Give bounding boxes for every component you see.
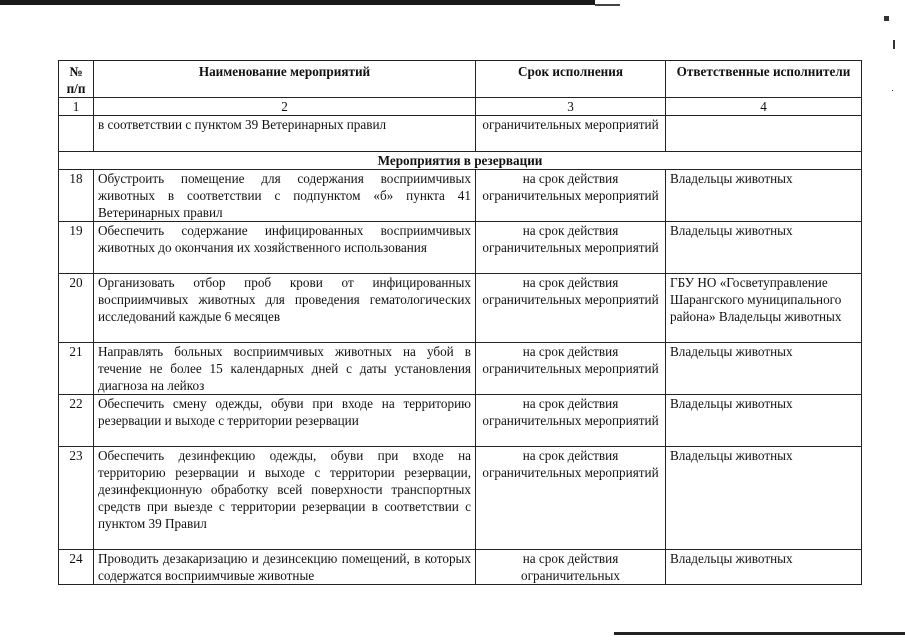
cell-name: Обеспечить смену одежды, обуви при входе на территорию резервации и выходе с территории резервации xyxy=(94,395,476,447)
cell-term: ограничительных мероприятий xyxy=(476,116,666,152)
scan-speck xyxy=(893,40,895,49)
cell-num: 18 xyxy=(59,170,94,222)
table-row xyxy=(59,274,862,343)
header-name: Наименование мероприятий xyxy=(94,61,476,98)
column-index-cell: 1 xyxy=(59,98,94,116)
cell-name: Обустроить помещение для содержания восприимчивых животных в соответствии с подпунктом «б» пункта 41 Ветеринарных правил xyxy=(94,170,476,222)
cell-responsible: Владельцы животных xyxy=(666,343,862,395)
cell-name: в соответствии с пунктом 39 Ветеринарных правил xyxy=(94,116,476,152)
cell-num xyxy=(59,116,94,152)
table-row xyxy=(59,170,862,222)
cell-responsible: Владельцы животных xyxy=(666,395,862,447)
cell-term: на срок действия ограничительных мероприятий xyxy=(476,274,666,343)
scan-speck xyxy=(892,90,893,91)
cell-term: на срок действия ограничительных мероприятий xyxy=(476,170,666,222)
cell-term: на срок действия ограничительных xyxy=(476,550,666,585)
scan-edge-top-tail xyxy=(595,4,620,6)
cell-name: Обеспечить дезинфекцию одежды, обуви при входе на территорию резервации и выходе с территории резервации, дезинфекционную обработку всей поверхности транспортных средств при выезде с территории резервации в соответствии с пунктом 39 Правил xyxy=(94,447,476,550)
cell-num: 24 xyxy=(59,550,94,585)
cell-responsible: Владельцы животных xyxy=(666,550,862,585)
cell-responsible: Владельцы животных xyxy=(666,170,862,222)
cell-term: на срок действия ограничительных мероприятий xyxy=(476,222,666,274)
cell-term: на срок действия ограничительных мероприятий xyxy=(476,395,666,447)
header-responsible: Ответственные исполнители xyxy=(666,61,862,98)
cell-name: Обеспечить содержание инфицированных восприимчивых животных до окончания их хозяйственного использования xyxy=(94,222,476,274)
cell-name: Организовать отбор проб крови от инфицированных восприимчивых животных для проведения гематологических исследований каждые 6 месяцев xyxy=(94,274,476,343)
cell-responsible xyxy=(666,116,862,152)
cell-name: Проводить дезакаризацию и дезинсекцию помещений, в которых содержатся восприимчивые животные xyxy=(94,550,476,585)
header-row xyxy=(59,61,862,98)
cell-responsible: Владельцы животных xyxy=(666,447,862,550)
column-index-cell: 3 xyxy=(476,98,666,116)
scan-speck xyxy=(884,16,889,21)
table-row xyxy=(59,222,862,274)
cell-responsible: ГБУ НО «Госветуправление Шарангского муниципального района» Владельцы животных xyxy=(666,274,862,343)
scan-edge-top xyxy=(0,0,595,5)
cell-term: на срок действия ограничительных мероприятий xyxy=(476,343,666,395)
column-index-cell: 4 xyxy=(666,98,862,116)
section-title: Мероприятия в резервации xyxy=(59,152,862,170)
table-row xyxy=(59,447,862,550)
cell-responsible: Владельцы животных xyxy=(666,222,862,274)
column-index-cell: 2 xyxy=(94,98,476,116)
header-term: Срок исполнения xyxy=(476,61,666,98)
measures-table xyxy=(58,60,862,585)
cell-name: Направлять больных восприимчивых животных на убой в течение не более 15 календарных дней с даты установления диагноза на лейкоз xyxy=(94,343,476,395)
cell-term: на срок действия ограничительных мероприятий xyxy=(476,447,666,550)
cell-num: 21 xyxy=(59,343,94,395)
cell-num: 20 xyxy=(59,274,94,343)
table-row xyxy=(59,550,862,585)
header-num: № п/п xyxy=(59,61,94,98)
scan-edge-bottom xyxy=(614,632,905,635)
cell-num: 23 xyxy=(59,447,94,550)
column-index-row xyxy=(59,98,862,116)
continuation-row xyxy=(59,116,862,152)
section-row xyxy=(59,152,862,170)
table-row xyxy=(59,343,862,395)
table-row xyxy=(59,395,862,447)
cell-num: 19 xyxy=(59,222,94,274)
cell-num: 22 xyxy=(59,395,94,447)
